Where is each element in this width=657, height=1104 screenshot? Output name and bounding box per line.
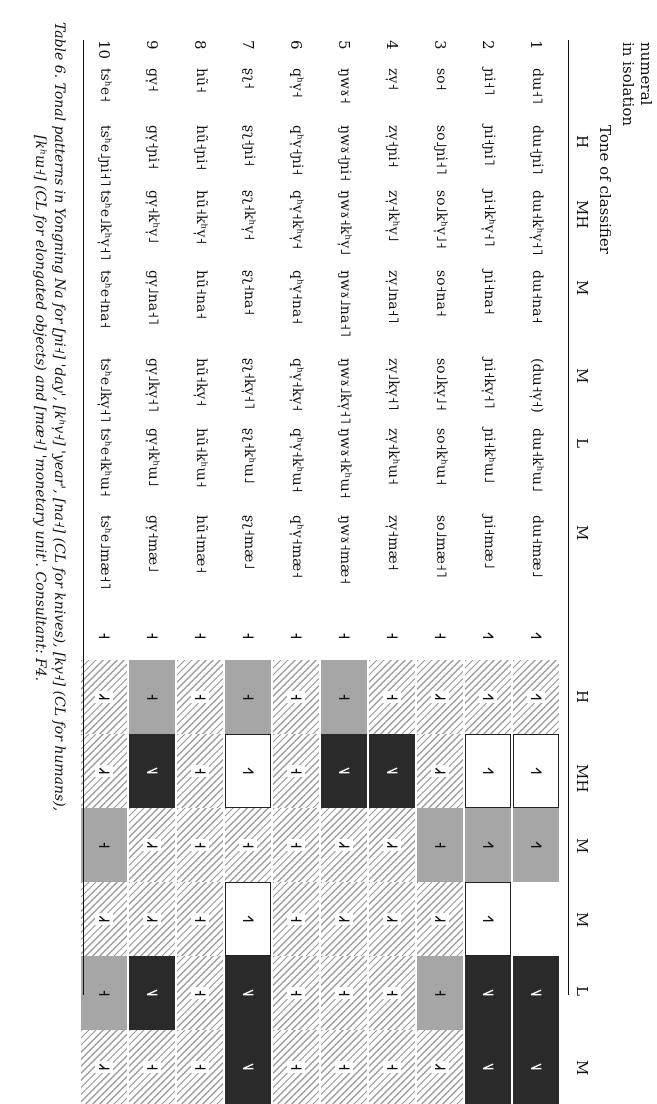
classifier-form: ɲi˧kv̩˧˥ bbox=[481, 358, 497, 409]
tone-pattern-cell bbox=[129, 956, 175, 1030]
tone-pattern-cell bbox=[417, 956, 463, 1030]
classifier-form: qʰv̩˧kʰɯ˧ bbox=[289, 428, 305, 493]
numeral-header-line1: numeral bbox=[637, 42, 655, 106]
classifier-form: so˩kʰv̩˩˧ bbox=[433, 190, 449, 249]
tone-of-classifier-header: Tone of classifier bbox=[596, 125, 614, 254]
classifier-form: so˩mæ˧˥ bbox=[433, 515, 449, 578]
tone-pattern-label: ˩˧ bbox=[95, 1063, 113, 1071]
classifier-form: zv̩˩na˧˥ bbox=[385, 270, 401, 324]
form-col-header-6: M bbox=[573, 525, 591, 541]
classifier-form: ʂʅ˧kv̩˧˥ bbox=[241, 358, 257, 410]
classifier-form: hũ˧na˧ bbox=[193, 270, 209, 320]
numeral-header-line2: in isolation bbox=[619, 42, 637, 127]
classifier-form: hũ˧kʰɯ˧ bbox=[193, 428, 209, 488]
row-number: 9 bbox=[143, 40, 161, 50]
classifier-form: ɲi˧kʰɯ˩ bbox=[481, 428, 497, 484]
tone-pattern-cell bbox=[465, 734, 511, 808]
tone-pattern-cell bbox=[465, 808, 511, 882]
classifier-form: (dɯ˧v̩˧) bbox=[529, 358, 545, 413]
classifier-form: tsʰe˩kv̩˧˥ bbox=[97, 358, 113, 423]
isolation-form: dɯ˧˥ bbox=[529, 68, 545, 105]
isolation-tone-mark: ˧˥ bbox=[479, 632, 497, 640]
tone-pattern-label: ˧˥ bbox=[527, 841, 545, 849]
classifier-form: ŋwɤ˧kʰv̩˩ bbox=[337, 190, 353, 256]
tone-pattern-cell bbox=[81, 1030, 127, 1104]
tone-pattern-label: ˧ bbox=[287, 989, 305, 997]
tone-pattern-label: ˧ bbox=[191, 841, 209, 849]
row-number: 1 bbox=[527, 40, 545, 50]
tone-pattern-label: ˧ bbox=[191, 767, 209, 775]
tone-pattern-label: ˧ bbox=[287, 1063, 305, 1071]
form-col-header-3: M bbox=[573, 280, 591, 296]
tone-pattern-cell bbox=[321, 808, 367, 882]
isolation-form: ɲi˧˥ bbox=[481, 68, 497, 96]
tone-pattern-label: ˩˧ bbox=[95, 915, 113, 923]
tone-pattern-label: ˥˩ bbox=[479, 1063, 497, 1071]
isolation-form: ʂʅ˧ bbox=[241, 68, 257, 89]
caption-line1: Table 6. Tonal patterns in Yongning Na for [ɲi˧] 'day', [kʰv̩˧] 'year', [na˧] (CL for knives), [kv̩˧] (CL for humans), bbox=[51, 22, 67, 812]
classifier-form: tsʰe˧kʰɯ˧ bbox=[97, 428, 113, 497]
row-number: 7 bbox=[239, 40, 257, 50]
form-col-header-5: L bbox=[573, 438, 591, 448]
classifier-form: hũ˧ɲi˧ bbox=[193, 125, 209, 171]
classifier-form: gv̩˩na˧˥ bbox=[145, 270, 161, 325]
classifier-form: zv̩˧mæ˧ bbox=[385, 515, 401, 571]
tone-pattern-label: ˧ bbox=[239, 841, 257, 849]
tone-pattern-label: ˧ bbox=[95, 841, 113, 849]
classifier-form: gv̩˧kʰv̩˩ bbox=[145, 190, 161, 244]
tone-pattern-label: ˧ bbox=[191, 989, 209, 997]
tone-pattern-cell bbox=[225, 660, 271, 734]
tone-pattern-cell bbox=[81, 734, 127, 808]
classifier-form: hũ˧kʰv̩˧ bbox=[193, 190, 209, 245]
tone-pattern-label: ˥˩ bbox=[527, 1063, 545, 1071]
tone-pattern-label: ˥˩ bbox=[239, 1063, 257, 1071]
tone-pattern-cell bbox=[225, 1030, 271, 1104]
tone-pattern-label: ˩˧ bbox=[383, 915, 401, 923]
tone-pattern-cell bbox=[369, 808, 415, 882]
tone-pattern-label: ˥˩ bbox=[335, 767, 353, 775]
classifier-form: dɯ˧ɲi˥ bbox=[529, 125, 545, 175]
tone-pattern-cell bbox=[81, 956, 127, 1030]
classifier-form: ɲi˧kʰv̩˧˥ bbox=[481, 190, 497, 247]
tone-pattern-label: ˧˥ bbox=[479, 915, 497, 923]
tone-pattern-label: ˧ bbox=[431, 841, 449, 849]
tone-pattern-label: ˧ bbox=[287, 767, 305, 775]
tone-pattern-label: ˧ bbox=[335, 1063, 353, 1071]
tone-pattern-label: ˧ bbox=[287, 693, 305, 701]
tone-pattern-label: ˩˧ bbox=[431, 915, 449, 923]
row-number: 6 bbox=[287, 40, 305, 50]
pattern-col-header-5: L bbox=[573, 986, 591, 996]
tone-pattern-cell bbox=[273, 660, 319, 734]
isolation-form: gv̩˧ bbox=[145, 68, 161, 92]
pattern-col-header-1: H bbox=[573, 690, 591, 704]
tone-pattern-cell bbox=[225, 734, 271, 808]
tone-pattern-label: ˥˩ bbox=[527, 989, 545, 997]
isolation-tone-mark: ˧ bbox=[383, 632, 401, 640]
classifier-form: ʂʅ˧ɲi˧ bbox=[241, 125, 257, 167]
tone-pattern-label: ˩˧ bbox=[95, 767, 113, 775]
classifier-form: qʰv̩˧na˧ bbox=[289, 270, 305, 325]
tone-pattern-label: ˥˩ bbox=[143, 989, 161, 997]
tone-pattern-cell bbox=[177, 882, 223, 956]
tone-pattern-cell bbox=[177, 956, 223, 1030]
tone-pattern-cell bbox=[465, 660, 511, 734]
tone-pattern-label: ˧ bbox=[383, 989, 401, 997]
tone-pattern-label: ˧ bbox=[335, 693, 353, 701]
classifier-form: dɯ˧kʰɯ˩ bbox=[529, 428, 545, 492]
classifier-form: tsʰe˧na˧ bbox=[97, 270, 113, 329]
tone-pattern-label: ˩˧ bbox=[335, 841, 353, 849]
tone-pattern-cell bbox=[417, 1030, 463, 1104]
classifier-form: so˧kʰɯ˧ bbox=[433, 428, 449, 486]
pattern-col-header-3: M bbox=[573, 838, 591, 854]
classifier-form: tsʰe˩kʰv̩˧˥ bbox=[97, 190, 113, 261]
tone-pattern-cell bbox=[465, 956, 511, 1030]
tone-pattern-cell bbox=[513, 882, 559, 956]
tone-pattern-label: ˧ bbox=[95, 989, 113, 997]
bottom-rule bbox=[83, 40, 84, 995]
tone-pattern-cell bbox=[273, 808, 319, 882]
tone-pattern-cell bbox=[273, 956, 319, 1030]
tone-pattern-cell bbox=[513, 956, 559, 1030]
tone-pattern-cell bbox=[321, 734, 367, 808]
row-number: 5 bbox=[335, 40, 353, 50]
tone-pattern-cell bbox=[465, 1030, 511, 1104]
classifier-form: tsʰe˩mæ˧˥ bbox=[97, 515, 113, 590]
classifier-form: ɲi˧ɲi˥ bbox=[481, 125, 497, 166]
tone-pattern-label: ˧ bbox=[383, 693, 401, 701]
tone-pattern-label: ˥˩ bbox=[239, 989, 257, 997]
tone-pattern-label: ˧ bbox=[191, 1063, 209, 1071]
classifier-form: qʰv̩˧mæ˧ bbox=[289, 515, 305, 579]
form-col-header-1: H bbox=[573, 135, 591, 149]
form-col-header-4: M bbox=[573, 368, 591, 384]
tone-pattern-cell bbox=[321, 660, 367, 734]
tone-pattern-label: ˥˩ bbox=[383, 767, 401, 775]
tone-pattern-label: ˧ bbox=[287, 915, 305, 923]
classifier-form: ŋwɤ˧kʰɯ˧ bbox=[337, 428, 353, 499]
isolation-form: tsʰe˧ bbox=[97, 68, 113, 103]
classifier-form: so˩ɲi˧˥ bbox=[433, 125, 449, 175]
classifier-form: ŋwɤ˩kv̩˧˥ bbox=[337, 358, 353, 425]
tone-pattern-label: ˩˧ bbox=[143, 841, 161, 849]
classifier-form: hũ˧mæ˧ bbox=[193, 515, 209, 574]
row-number: 2 bbox=[479, 40, 497, 50]
tone-pattern-cell bbox=[321, 1030, 367, 1104]
isolation-tone-mark: ˧ bbox=[335, 632, 353, 640]
tone-pattern-label: ˩˧ bbox=[335, 915, 353, 923]
tone-pattern-label: ˩˧ bbox=[143, 915, 161, 923]
tone-pattern-label: ˥˩ bbox=[479, 989, 497, 997]
tone-pattern-label: ˩˧ bbox=[383, 841, 401, 849]
classifier-form: dɯ˧kʰv̩˧˥ bbox=[529, 190, 545, 256]
caption-line2: [kʰɯ˧] (CL for elongated objects) and [mæ˧] 'monetary unit'. Consultant: F4. bbox=[32, 135, 48, 682]
isolation-form: ŋwɤ˧ bbox=[337, 68, 353, 104]
pattern-col-header-4: M bbox=[573, 912, 591, 928]
classifier-form: ʂʅ˧kʰɯ˩ bbox=[241, 428, 257, 484]
tone-pattern-label: ˧ bbox=[191, 915, 209, 923]
tone-pattern-cell bbox=[321, 882, 367, 956]
isolation-tone-mark: ˧˥ bbox=[527, 632, 545, 640]
tone-pattern-label: ˧˥ bbox=[527, 693, 545, 701]
tone-pattern-cell bbox=[129, 882, 175, 956]
classifier-form: zv̩˧kʰɯ˧ bbox=[385, 428, 401, 485]
tone-pattern-cell bbox=[417, 882, 463, 956]
pattern-col-header-2: MH bbox=[573, 764, 591, 793]
row-number: 8 bbox=[191, 40, 209, 50]
tone-pattern-cell bbox=[417, 660, 463, 734]
tone-pattern-label: ˧ bbox=[239, 693, 257, 701]
tone-pattern-label: ˧ bbox=[191, 693, 209, 701]
tone-pattern-label: ˧˥ bbox=[479, 841, 497, 849]
classifier-form: ɲi˧mæ˩ bbox=[481, 515, 497, 569]
tone-pattern-cell bbox=[513, 808, 559, 882]
tone-pattern-cell bbox=[177, 734, 223, 808]
tone-pattern-cell bbox=[273, 882, 319, 956]
tone-pattern-cell bbox=[129, 734, 175, 808]
classifier-form: zv̩˧ɲi˧ bbox=[385, 125, 401, 168]
tone-pattern-cell bbox=[177, 808, 223, 882]
tone-pattern-cell bbox=[273, 1030, 319, 1104]
classifier-form: gv̩˧ɲi˧ bbox=[145, 125, 161, 170]
row-number: 10 bbox=[95, 40, 113, 60]
tone-pattern-label: ˧ bbox=[287, 841, 305, 849]
tone-pattern-label: ˩˧ bbox=[431, 767, 449, 775]
classifier-form: so˩kv̩˩˧ bbox=[433, 358, 449, 411]
classifier-form: ʂʅ˧mæ˩ bbox=[241, 515, 257, 570]
classifier-form: qʰv̩˧kʰv̩˧ bbox=[289, 190, 305, 250]
tone-pattern-cell bbox=[225, 956, 271, 1030]
tone-pattern-cell bbox=[417, 808, 463, 882]
isolation-tone-mark: ˧ bbox=[287, 632, 305, 640]
tone-pattern-cell bbox=[129, 808, 175, 882]
tone-pattern-cell bbox=[369, 1030, 415, 1104]
tone-pattern-cell bbox=[465, 882, 511, 956]
tone-pattern-cell bbox=[321, 956, 367, 1030]
tone-pattern-label: ˧˥ bbox=[527, 767, 545, 775]
classifier-form: tsʰe˩ɲi˧˥ bbox=[97, 125, 113, 187]
tone-pattern-label: ˧˥ bbox=[479, 693, 497, 701]
isolation-form: hũ˧ bbox=[193, 68, 209, 93]
classifier-form: qʰv̩˧ɲi˧ bbox=[289, 125, 305, 176]
tone-pattern-label: ˧ bbox=[431, 989, 449, 997]
isolation-tone-mark: ˧ bbox=[95, 632, 113, 640]
tone-pattern-cell bbox=[81, 808, 127, 882]
isolation-tone-mark: ˧ bbox=[431, 632, 449, 640]
isolation-form: qʰv̩˧ bbox=[289, 68, 305, 98]
header-rule bbox=[568, 40, 569, 995]
isolation-tone-mark: ˧ bbox=[239, 632, 257, 640]
tone-pattern-label: ˧ bbox=[143, 693, 161, 701]
classifier-form: ʂʅ˧kʰv̩˧ bbox=[241, 190, 257, 241]
classifier-form: hũ˧kv̩˧ bbox=[193, 358, 209, 407]
classifier-form: ŋwɤ˧mæ˧ bbox=[337, 515, 353, 585]
row-number: 3 bbox=[431, 40, 449, 50]
classifier-form: ɲi˧na˧ bbox=[481, 270, 497, 315]
tone-pattern-cell bbox=[177, 1030, 223, 1104]
tone-pattern-cell bbox=[369, 660, 415, 734]
classifier-form: gv̩˧kʰɯ˩ bbox=[145, 428, 161, 487]
tone-pattern-cell bbox=[81, 882, 127, 956]
tone-pattern-label: ˩˧ bbox=[431, 1063, 449, 1071]
tone-pattern-label: ˧˥ bbox=[479, 767, 497, 775]
tone-pattern-label: ˧˥ bbox=[239, 767, 257, 775]
tone-pattern-cell bbox=[417, 734, 463, 808]
classifier-form: gv̩˩kv̩˧˥ bbox=[145, 358, 161, 412]
tone-pattern-cell bbox=[369, 956, 415, 1030]
tone-pattern-label: ˧ bbox=[335, 989, 353, 997]
tone-pattern-cell bbox=[513, 734, 559, 808]
classifier-form: qʰv̩˧kv̩˧ bbox=[289, 358, 305, 412]
tone-pattern-cell bbox=[369, 882, 415, 956]
tone-pattern-cell bbox=[273, 734, 319, 808]
isolation-tone-mark: ˧ bbox=[143, 632, 161, 640]
classifier-form: so˧na˧ bbox=[433, 270, 449, 317]
classifier-form: dɯ˧na˧ bbox=[529, 270, 545, 324]
tone-pattern-label: ˥˩ bbox=[143, 767, 161, 775]
row-number: 4 bbox=[383, 40, 401, 50]
tone-pattern-cell bbox=[369, 734, 415, 808]
tone-pattern-cell bbox=[225, 808, 271, 882]
isolation-tone-mark: ˧ bbox=[191, 632, 209, 640]
classifier-form: ŋwɤ˩na˧˥ bbox=[337, 270, 353, 337]
tone-pattern-cell bbox=[129, 1030, 175, 1104]
classifier-form: zv̩˩kv̩˧˥ bbox=[385, 358, 401, 411]
classifier-form: ʂʅ˧na˧ bbox=[241, 270, 257, 316]
tone-pattern-cell bbox=[177, 660, 223, 734]
tone-pattern-cell bbox=[129, 660, 175, 734]
classifier-form: gv̩˧mæ˩ bbox=[145, 515, 161, 573]
tone-pattern-label: ˩˧ bbox=[431, 693, 449, 701]
classifier-form: zv̩˧kʰv̩˩ bbox=[385, 190, 401, 242]
tone-pattern-label: ˧ bbox=[143, 1063, 161, 1071]
tone-pattern-cell bbox=[513, 660, 559, 734]
isolation-form: zv̩˧ bbox=[385, 68, 401, 91]
tone-pattern-cell bbox=[225, 882, 271, 956]
tone-pattern-label: ˧ bbox=[383, 1063, 401, 1071]
classifier-form: dɯ˧mæ˩ bbox=[529, 515, 545, 578]
tone-pattern-label: ˧˥ bbox=[239, 915, 257, 923]
tone-pattern-cell bbox=[513, 1030, 559, 1104]
tone-pattern-cell bbox=[81, 660, 127, 734]
form-col-header-2: MH bbox=[573, 200, 591, 229]
isolation-form: so˧ bbox=[433, 68, 449, 91]
classifier-form: ŋwɤ˧ɲi˧ bbox=[337, 125, 353, 182]
tone-pattern-label: ˩˧ bbox=[95, 693, 113, 701]
pattern-col-header-6: M bbox=[573, 1060, 591, 1076]
